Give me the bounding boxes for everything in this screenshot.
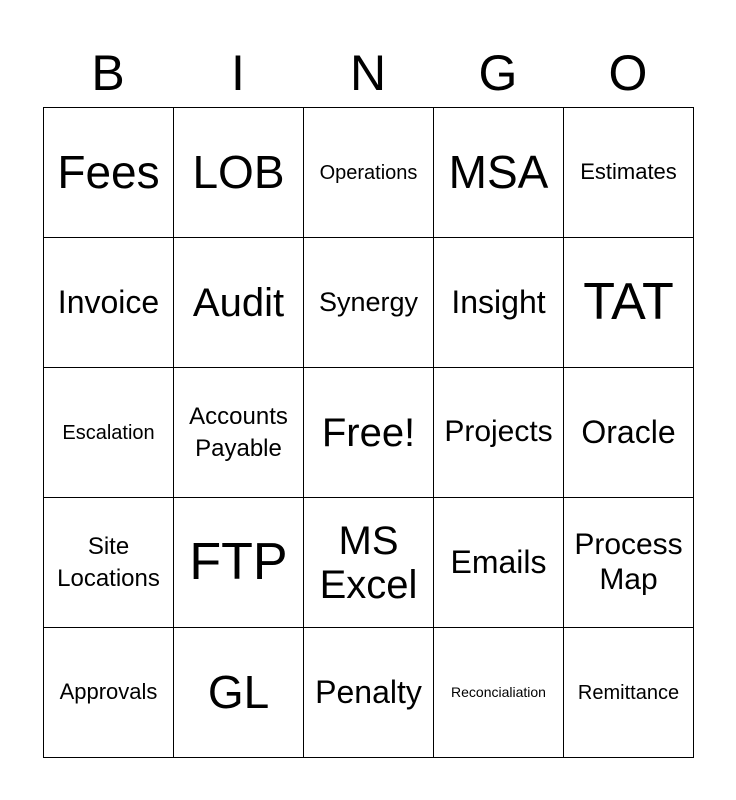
bingo-cell[interactable] [304,108,434,238]
bingo-cell[interactable] [304,368,434,498]
header-letter-o: O [608,45,648,101]
bingo-cell[interactable] [564,368,694,498]
bingo-cell[interactable] [44,238,174,368]
cell-text: TAT [583,273,674,332]
bingo-cell[interactable] [434,628,564,758]
cell-text: FTP [189,533,288,592]
bingo-cell[interactable] [564,238,694,368]
bingo-cell[interactable] [174,498,304,628]
bingo-cell[interactable] [304,628,434,758]
cell-text: Process Map [574,528,683,596]
cell-text: Escalation [62,421,155,444]
bingo-cell[interactable] [434,498,564,628]
cell-text: Operations [319,161,418,184]
cell-text: Insight [451,283,546,320]
bingo-cell[interactable] [304,498,434,628]
header-letter-n: N [349,45,387,101]
bingo-cell[interactable] [564,498,694,628]
cell-text: Reconcialiation [451,684,546,701]
cell-text: Oracle [581,413,676,450]
header-letter-i: I [231,45,245,101]
bingo-cell[interactable] [564,628,694,758]
cell-text: Fees [57,146,160,199]
bingo-cell[interactable] [564,108,694,238]
bingo-cell[interactable] [44,628,174,758]
cell-text: Estimates [580,159,677,185]
bingo-cell[interactable] [304,238,434,368]
bingo-cell[interactable] [434,238,564,368]
bingo-cell[interactable] [174,108,304,238]
cell-text: Synergy [318,286,419,317]
cell-text: MS Excel [319,518,418,607]
bingo-cell[interactable] [174,628,304,758]
cell-text: Free! [321,410,416,455]
cell-text: LOB [192,146,285,199]
cell-text: Remittance [577,681,680,704]
header-letter-g: G [478,45,518,101]
bingo-cell[interactable] [174,238,304,368]
header-letter-b: B [91,45,125,101]
cell-text: Emails [450,543,547,580]
bingo-cell[interactable] [44,368,174,498]
bingo-header [43,40,693,106]
bingo-cell[interactable] [44,498,174,628]
cell-text: Approvals [59,679,158,705]
cell-text: Penalty [315,673,422,710]
cell-text: Audit [192,280,285,325]
bingo-cell[interactable] [434,368,564,498]
bingo-cell[interactable] [44,108,174,238]
cell-text: Invoice [57,283,160,320]
cell-text: Accounts Payable [189,403,288,462]
cell-text: Site Locations [57,533,160,592]
bingo-card-grid [43,107,694,758]
cell-text: MSA [448,146,549,199]
cell-text: GL [207,666,270,719]
bingo-cell[interactable] [434,108,564,238]
cell-text: Projects [444,415,553,449]
bingo-cell[interactable] [174,368,304,498]
